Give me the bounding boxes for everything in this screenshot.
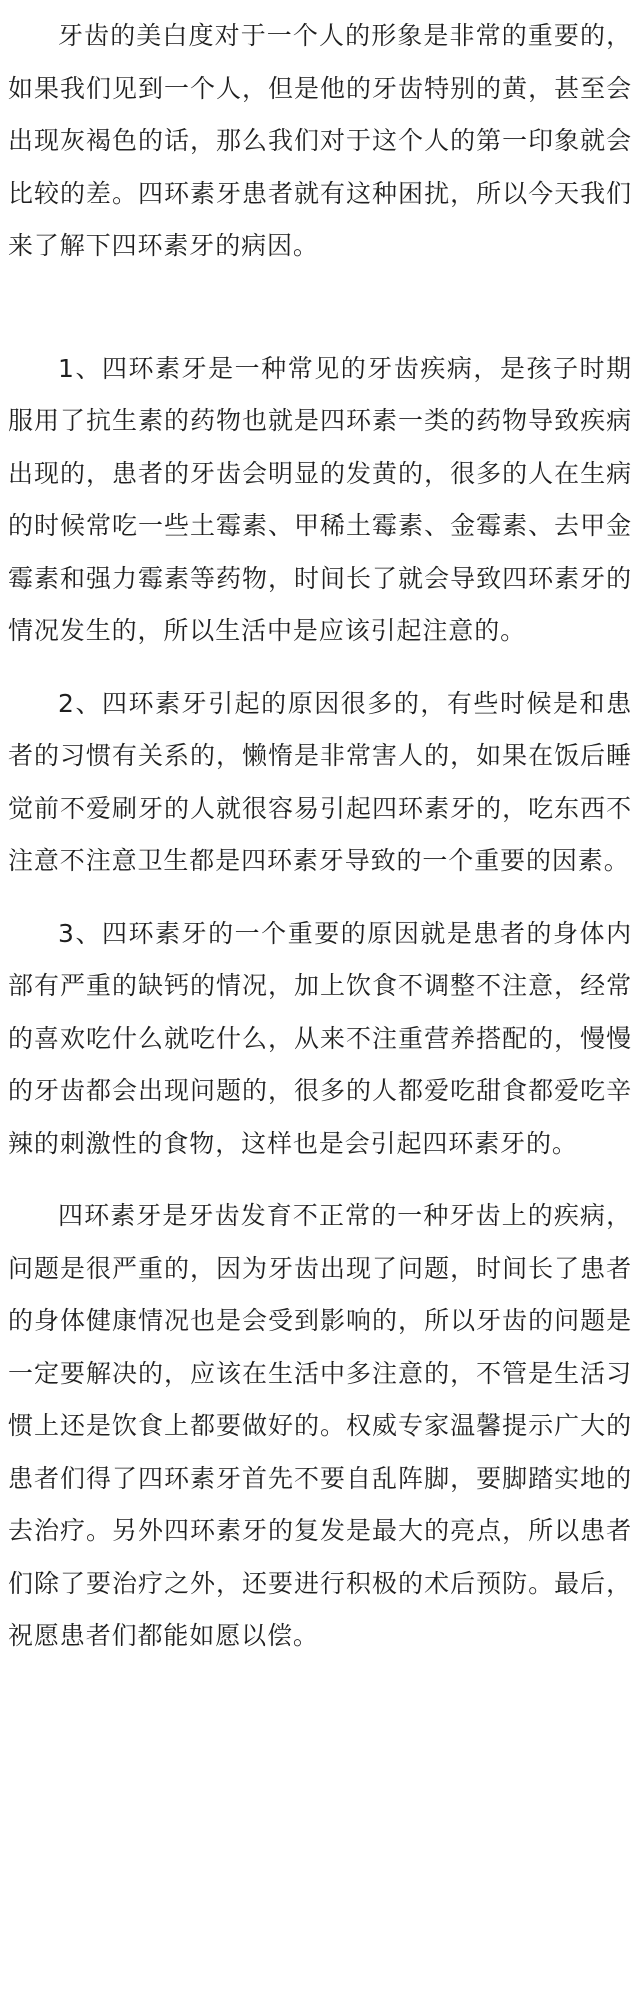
paragraph-spacer (8, 1170, 632, 1190)
conclusion-paragraph: 四环素牙是牙齿发育不正常的一种牙齿上的疾病，问题是很严重的，因为牙齿出现了问题，时间长了患者的身体健康情况也是会受到影响的，所以牙齿的问题是一定要解决的，应该在生活中多注意的，不管是生活习惯上还是饮食上都要做好的。权威专家温馨提示广大的患者们得了四环素牙首先不要自乱阵脚，要脚踏实地的去治疗。另外四环素牙的复发是最大的亮点，所以患者们除了要治疗之外，还要进行积极的术后预防。最后，祝愿患者们都能如愿以偿。 (8, 1201, 632, 1650)
paragraph-spacer (8, 658, 632, 678)
section-spacer (8, 273, 632, 343)
cause-paragraph-1: 1、四环素牙是一种常见的牙齿疾病，是孩子时期服用了抗生素的药物也就是四环素一类的药物导致疾病出现的，患者的牙齿会明显的发黄的，很多的人在生病的时候常吃一些土霉素、甲稀土霉素、金霉素、去甲金霉素和强力霉素等药物，时间长了就会导致四环素牙的情况发生的，所以生活中是应该引起注意的。 (8, 353, 632, 645)
paragraph-spacer (8, 888, 632, 908)
intro-paragraph: 牙齿的美白度对于一个人的形象是非常的重要的，如果我们见到一个人，但是他的牙齿特别的黄，甚至会出现灰褐色的话，那么我们对于这个人的第一印象就会比较的差。四环素牙患者就有这种困扰，所以今天我们来了解下四环素牙的病因。 (8, 21, 632, 260)
cause-paragraph-3: 3、四环素牙的一个重要的原因就是患者的身体内部有严重的缺钙的情况，加上饮食不调整不注意，经常的喜欢吃什么就吃什么，从来不注重营养搭配的，慢慢的牙齿都会出现问题的，很多的人都爱吃甜食都爱吃辛辣的刺激性的食物，这样也是会引起四环素牙的。 (8, 918, 632, 1158)
cause-paragraph-2: 2、四环素牙引起的原因很多的，有些时候是和患者的习惯有关系的，懒惰是非常害人的，如果在饭后睡觉前不爱刷牙的人就很容易引起四环素牙的，吃东西不注意不注意卫生都是四环素牙导致的一个重要的因素。 (8, 688, 632, 875)
